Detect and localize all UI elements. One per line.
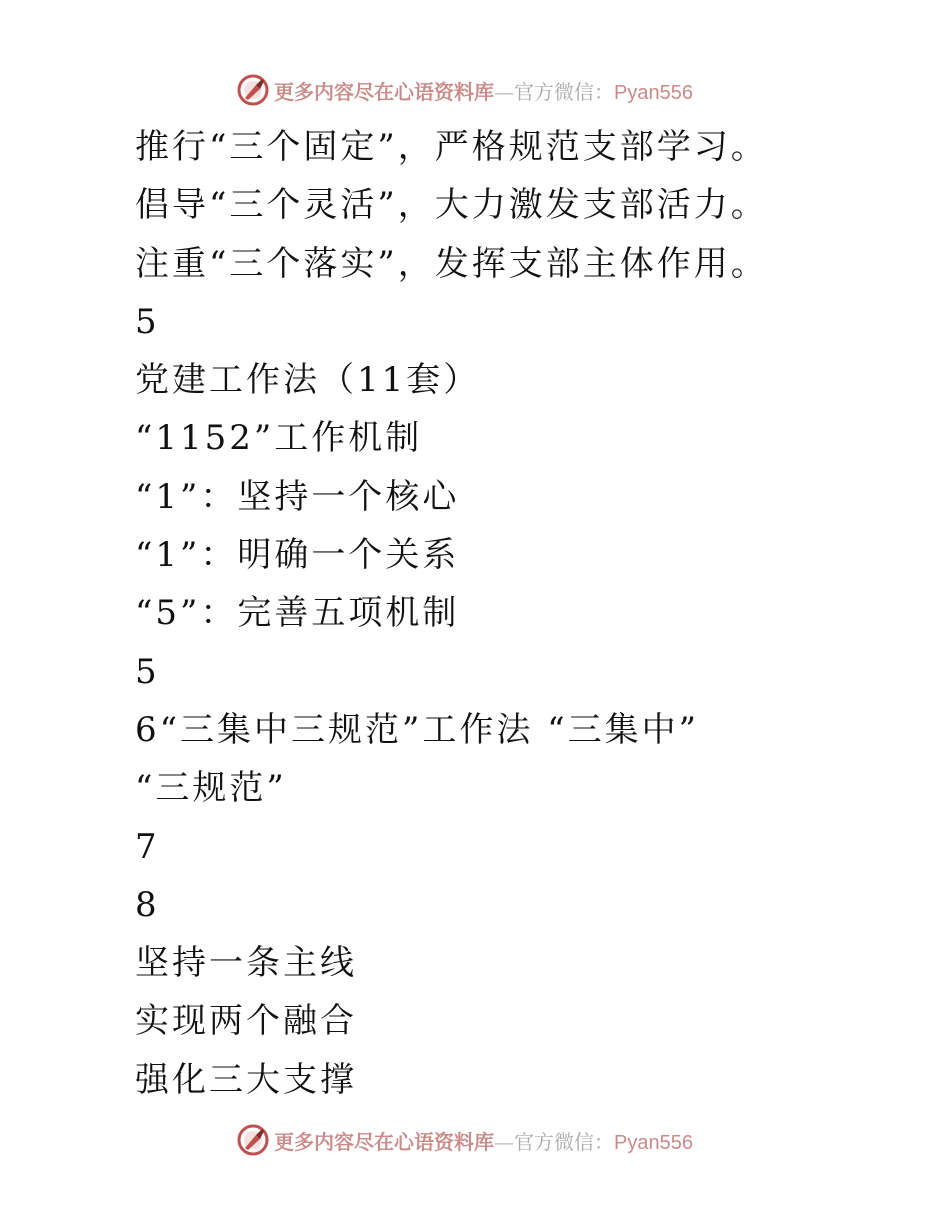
watermark-wechat-id: Pyan556 (614, 1131, 693, 1154)
text-line: “1”：明确一个关系 (135, 535, 460, 576)
watermark-official-label: 官方微信： (514, 79, 614, 104)
text-line: “1152”工作机制 (135, 418, 423, 459)
text-line: 8 (135, 884, 160, 925)
text-line: “三规范” (135, 768, 287, 809)
watermark-brand: 更多内容尽在心语资料库 (274, 79, 494, 104)
text-line: “5”：完善五项机制 (135, 593, 460, 634)
watermark-brand: 更多内容尽在心语资料库 (274, 1129, 494, 1154)
text-line: 6“三集中三规范”工作法 “三集中” (135, 709, 699, 750)
document-body (135, 118, 895, 1109)
text-line: 坚持一条主线 (135, 943, 357, 984)
pen-nib-circle-icon (236, 1123, 270, 1157)
text-line: 强化三大支撑 (135, 1059, 357, 1100)
watermark-separator: — (494, 1129, 514, 1154)
watermark-wechat-id: Pyan556 (614, 81, 693, 104)
text-line: 7 (135, 826, 160, 867)
watermark-separator: — (494, 79, 514, 104)
footer-watermark (236, 1120, 716, 1160)
pen-nib-circle-icon (236, 73, 270, 107)
watermark-text (274, 1126, 693, 1155)
watermark-text (274, 76, 693, 105)
text-line: 注重“三个落实”，发挥支部主体作用。 (135, 243, 768, 284)
text-line: “1”：坚持一个核心 (135, 476, 460, 517)
text-line: 5 (135, 301, 160, 342)
text-line: 党建工作法（11套） (135, 360, 481, 401)
text-line: 倡导“三个灵活”，大力激发支部活力。 (135, 185, 768, 226)
text-line: 5 (135, 651, 160, 692)
header-watermark (236, 70, 716, 110)
text-line: 实现两个融合 (135, 1001, 357, 1042)
text-line: 推行“三个固定”，严格规范支部学习。 (135, 127, 768, 167)
watermark-official-label: 官方微信： (514, 1129, 614, 1154)
